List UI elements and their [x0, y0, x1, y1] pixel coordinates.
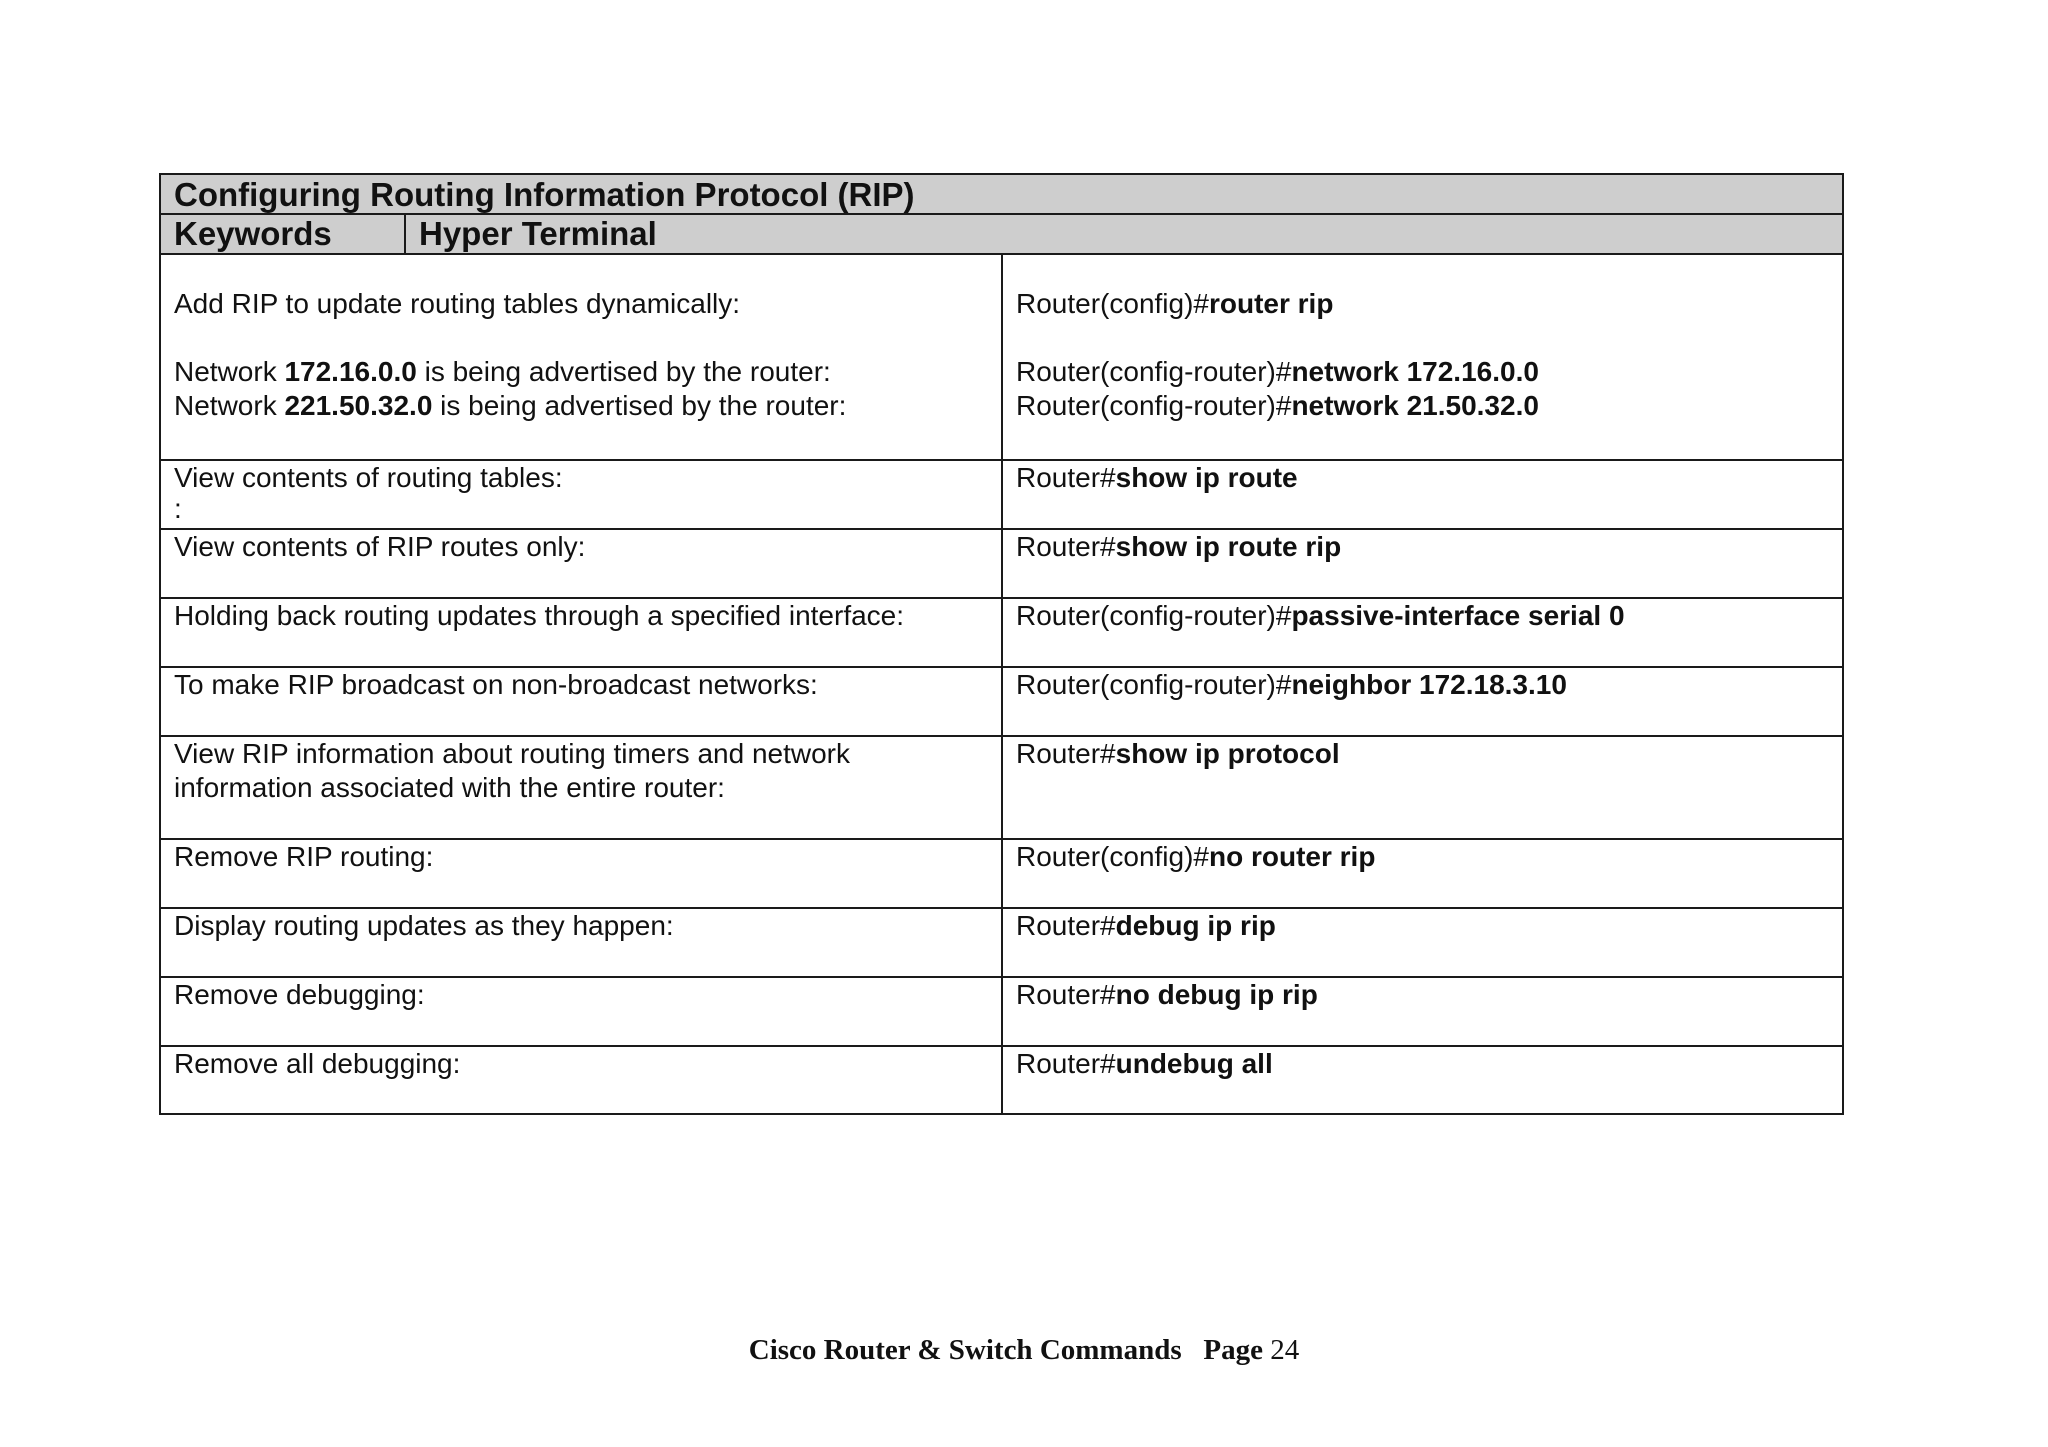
table-row: [161, 1045, 1842, 1113]
keyword-text: Add RIP to update routing tables dynamically:: [174, 288, 741, 319]
command-text: Router(config)#no router rip: [1016, 841, 1376, 872]
table-row: [161, 735, 1842, 838]
rip-commands-table: [159, 173, 1844, 1115]
command-text: Router#no debug ip rip: [1016, 979, 1318, 1010]
keyword-cell: [161, 255, 1003, 459]
keyword-cell: [161, 840, 1003, 907]
command-cell: [1003, 599, 1842, 666]
keyword-cell: [161, 978, 1003, 1045]
command-text: Router(config-router)#network 21.50.32.0: [1016, 390, 1539, 421]
keyword-text: Remove all debugging:: [174, 1048, 461, 1079]
keyword-text: To make RIP broadcast on non-broadcast networks:: [174, 669, 818, 700]
command-cell: [1003, 1047, 1842, 1113]
keyword-text: View contents of RIP routes only:: [174, 531, 586, 562]
keyword-text: Network 221.50.32.0 is being advertised by the router:: [174, 390, 847, 421]
column-header-keywords: Keywords: [161, 215, 406, 253]
keyword-cell: [161, 737, 1003, 838]
command-text: Router#debug ip rip: [1016, 910, 1276, 941]
keyword-text: Remove RIP routing:: [174, 841, 434, 872]
command-cell: [1003, 909, 1842, 976]
command-cell: [1003, 668, 1842, 735]
table-row: [161, 666, 1842, 735]
keyword-cell: [161, 909, 1003, 976]
table-row: [161, 838, 1842, 907]
keyword-text: Holding back routing updates through a specified interface:: [174, 600, 905, 631]
command-cell: [1003, 978, 1842, 1045]
table-row: [161, 907, 1842, 976]
table-row: [161, 597, 1842, 666]
command-text: Router(config-router)#neighbor 172.18.3.10: [1016, 669, 1567, 700]
keyword-text: :: [174, 493, 182, 524]
keyword-cell: [161, 668, 1003, 735]
table-row: [161, 528, 1842, 597]
keyword-cell: [161, 461, 1003, 528]
footer-page-label: Page: [1203, 1334, 1263, 1366]
footer-page-number: 24: [1270, 1334, 1300, 1366]
table-header-row: [161, 215, 1842, 255]
command-text: Router(config)#router rip: [1016, 288, 1334, 319]
keyword-cell: [161, 530, 1003, 597]
command-text: Router(config-router)#passive-interface serial 0: [1016, 600, 1625, 631]
keyword-text: Display routing updates as they happen:: [174, 910, 674, 941]
page-footer: [0, 1334, 2048, 1367]
command-cell: [1003, 840, 1842, 907]
footer-title: Cisco Router & Switch Commands: [748, 1334, 1182, 1366]
keyword-text: View RIP information about routing timers and network information associated with the entire router:: [174, 738, 850, 803]
command-text: Router#show ip protocol: [1016, 738, 1340, 769]
command-text: Router(config-router)#network 172.16.0.0: [1016, 356, 1539, 387]
command-text: Router#show ip route: [1016, 462, 1298, 493]
command-text: Router#show ip route rip: [1016, 531, 1342, 562]
keyword-text: Remove debugging:: [174, 979, 425, 1010]
table-row: [161, 255, 1842, 459]
keyword-cell: [161, 599, 1003, 666]
table-row: [161, 459, 1842, 528]
keyword-cell: [161, 1047, 1003, 1113]
command-text: Router#undebug all: [1016, 1048, 1273, 1079]
command-cell: [1003, 461, 1842, 528]
keyword-text: Network 172.16.0.0 is being advertised by the router:: [174, 356, 831, 387]
table-row: [161, 976, 1842, 1045]
command-cell: [1003, 255, 1842, 459]
table-title: Configuring Routing Information Protocol (RIP): [161, 175, 1842, 215]
column-header-hyper-terminal: Hyper Terminal: [419, 215, 657, 252]
keyword-text: View contents of routing tables:: [174, 462, 563, 493]
command-cell: [1003, 530, 1842, 597]
command-cell: [1003, 737, 1842, 838]
